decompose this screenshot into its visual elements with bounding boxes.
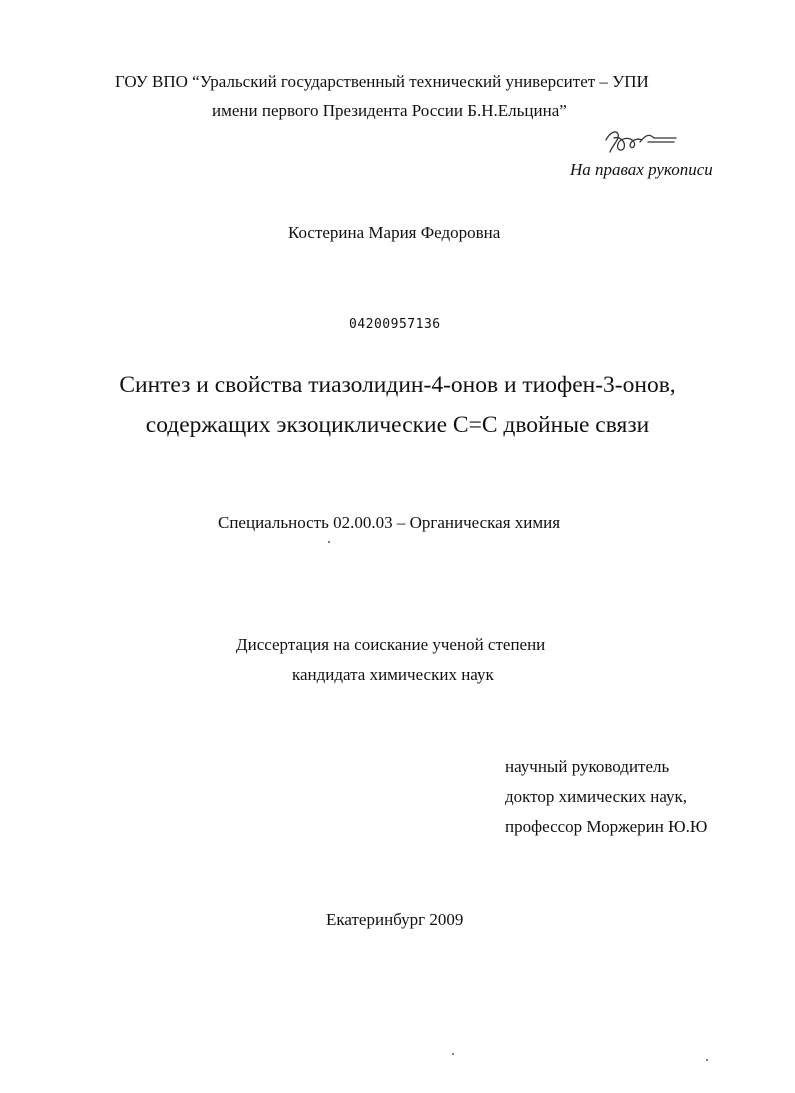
catalog-number: 04200957136 [349, 317, 441, 332]
organization-line-1: ГОУ ВПО “Уральский государственный технический университет – УПИ [115, 72, 649, 91]
organization-line-2: имени первого Президента России Б.Н.Ельцина” [212, 101, 567, 120]
specialty-line: Специальность 02.00.03 – Органическая химия [218, 513, 561, 532]
supervisor-degree: доктор химических наук, [505, 787, 688, 806]
speck [706, 1059, 708, 1061]
supervisor-name: профессор Моржерин Ю.Ю [505, 817, 708, 836]
degree-line-1: Диссертация на соискание ученой степени [236, 635, 546, 654]
speck [452, 1053, 454, 1055]
dissertation-title-line-2: содержащих экзоциклические С=С двойные связи [145, 412, 650, 438]
author-name: Костерина Мария Федоровна [288, 223, 501, 242]
city-year: Екатеринбург 2009 [326, 910, 464, 929]
degree-line-2: кандидата химических наук [292, 665, 494, 684]
manuscript-note: На правах рукописи [570, 160, 713, 179]
signature-icon [600, 124, 680, 158]
speck [328, 541, 330, 543]
dissertation-title-line-1: Синтез и свойства тиазолидин-4-онов и тиофен-3-онов, [119, 372, 676, 398]
supervisor-role: научный руководитель [505, 757, 670, 776]
